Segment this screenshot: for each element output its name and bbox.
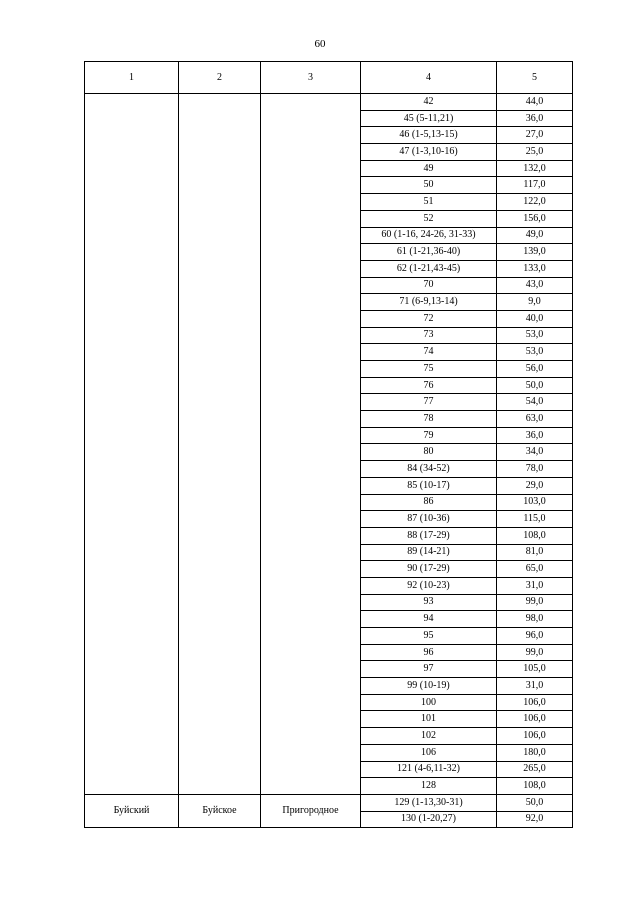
plot-number-cell: 60 (1-16, 24-26, 31-33) [361, 227, 497, 244]
area-value-cell: 105,0 [497, 661, 573, 678]
plot-number-cell: 128 [361, 778, 497, 795]
plot-number-cell: 75 [361, 361, 497, 378]
area-value-cell: 27,0 [497, 127, 573, 144]
plot-number-cell: 70 [361, 277, 497, 294]
plot-number-cell: 85 (10-17) [361, 477, 497, 494]
plot-number-cell: 50 [361, 177, 497, 194]
area-value-cell: 133,0 [497, 260, 573, 277]
table-row [85, 794, 573, 811]
area-value-cell: 31,0 [497, 678, 573, 695]
area-value-cell: 9,0 [497, 294, 573, 311]
area-value-cell: 44,0 [497, 94, 573, 111]
area-value-cell: 40,0 [497, 310, 573, 327]
plot-number-cell: 89 (14-21) [361, 544, 497, 561]
area-value-cell: 103,0 [497, 494, 573, 511]
plot-number-cell: 76 [361, 377, 497, 394]
forestry-cell: Буйское [179, 794, 261, 827]
area-value-cell: 36,0 [497, 427, 573, 444]
plot-number-cell: 100 [361, 694, 497, 711]
area-value-cell: 63,0 [497, 411, 573, 428]
area-value-cell: 106,0 [497, 711, 573, 728]
area-value-cell: 29,0 [497, 477, 573, 494]
area-value-cell: 265,0 [497, 761, 573, 778]
area-value-cell: 56,0 [497, 361, 573, 378]
data-table [84, 61, 573, 828]
plot-number-cell: 72 [361, 310, 497, 327]
plot-number-cell: 88 (17-29) [361, 527, 497, 544]
plot-number-cell: 61 (1-21,36-40) [361, 244, 497, 261]
plot-number-cell: 99 (10-19) [361, 678, 497, 695]
plot-number-cell: 130 (1-20,27) [361, 811, 497, 828]
col1-blank-cell [85, 94, 179, 795]
area-value-cell: 43,0 [497, 277, 573, 294]
header-cell-1: 1 [85, 62, 179, 94]
area-value-cell: 65,0 [497, 561, 573, 578]
plot-number-cell: 90 (17-29) [361, 561, 497, 578]
plot-number-cell: 95 [361, 628, 497, 645]
area-value-cell: 106,0 [497, 694, 573, 711]
plot-number-cell: 77 [361, 394, 497, 411]
area-value-cell: 53,0 [497, 327, 573, 344]
plot-number-cell: 46 (1-5,13-15) [361, 127, 497, 144]
area-value-cell: 49,0 [497, 227, 573, 244]
area-value-cell: 96,0 [497, 628, 573, 645]
area-value-cell: 78,0 [497, 461, 573, 478]
plot-number-cell: 51 [361, 194, 497, 211]
district-cell: Буйский [85, 794, 179, 827]
area-value-cell: 99,0 [497, 594, 573, 611]
area-value-cell: 106,0 [497, 728, 573, 745]
area-value-cell: 156,0 [497, 210, 573, 227]
plot-number-cell: 94 [361, 611, 497, 628]
header-cell-4: 4 [361, 62, 497, 94]
area-value-cell: 25,0 [497, 144, 573, 161]
plot-number-cell: 93 [361, 594, 497, 611]
col3-blank-cell [261, 94, 361, 795]
sub-forestry-cell: Пригородное [261, 794, 361, 827]
area-value-cell: 34,0 [497, 444, 573, 461]
page-number: 60 [314, 38, 326, 50]
plot-number-cell: 71 (6-9,13-14) [361, 294, 497, 311]
plot-number-cell: 79 [361, 427, 497, 444]
plot-number-cell: 102 [361, 728, 497, 745]
table-body [85, 94, 573, 828]
plot-number-cell: 78 [361, 411, 497, 428]
plot-number-cell: 52 [361, 210, 497, 227]
plot-number-cell: 96 [361, 644, 497, 661]
plot-number-cell: 80 [361, 444, 497, 461]
area-value-cell: 99,0 [497, 644, 573, 661]
plot-number-cell: 84 (34-52) [361, 461, 497, 478]
header-cell-3: 3 [261, 62, 361, 94]
area-value-cell: 108,0 [497, 527, 573, 544]
plot-number-cell: 42 [361, 94, 497, 111]
area-value-cell: 36,0 [497, 110, 573, 127]
plot-number-cell: 49 [361, 160, 497, 177]
plot-number-cell: 45 (5-11,21) [361, 110, 497, 127]
area-value-cell: 50,0 [497, 794, 573, 811]
table-row [85, 94, 573, 111]
plot-number-cell: 62 (1-21,43-45) [361, 260, 497, 277]
area-value-cell: 122,0 [497, 194, 573, 211]
plot-number-cell: 73 [361, 327, 497, 344]
plot-number-cell: 86 [361, 494, 497, 511]
header-row [85, 62, 573, 94]
plot-number-cell: 47 (1-3,10-16) [361, 144, 497, 161]
area-value-cell: 92,0 [497, 811, 573, 828]
area-value-cell: 54,0 [497, 394, 573, 411]
plot-number-cell: 87 (10-36) [361, 511, 497, 528]
area-value-cell: 108,0 [497, 778, 573, 795]
plot-number-cell: 129 (1-13,30-31) [361, 794, 497, 811]
plot-number-cell: 74 [361, 344, 497, 361]
header-cell-5: 5 [497, 62, 573, 94]
area-value-cell: 98,0 [497, 611, 573, 628]
area-value-cell: 31,0 [497, 577, 573, 594]
area-value-cell: 132,0 [497, 160, 573, 177]
plot-number-cell: 106 [361, 744, 497, 761]
plot-number-cell: 92 (10-23) [361, 577, 497, 594]
col2-blank-cell [179, 94, 261, 795]
plot-number-cell: 101 [361, 711, 497, 728]
plot-number-cell: 121 (4-6,11-32) [361, 761, 497, 778]
area-value-cell: 81,0 [497, 544, 573, 561]
area-value-cell: 50,0 [497, 377, 573, 394]
area-value-cell: 115,0 [497, 511, 573, 528]
area-value-cell: 139,0 [497, 244, 573, 261]
area-value-cell: 180,0 [497, 744, 573, 761]
area-value-cell: 53,0 [497, 344, 573, 361]
header-cell-2: 2 [179, 62, 261, 94]
area-value-cell: 117,0 [497, 177, 573, 194]
plot-number-cell: 97 [361, 661, 497, 678]
